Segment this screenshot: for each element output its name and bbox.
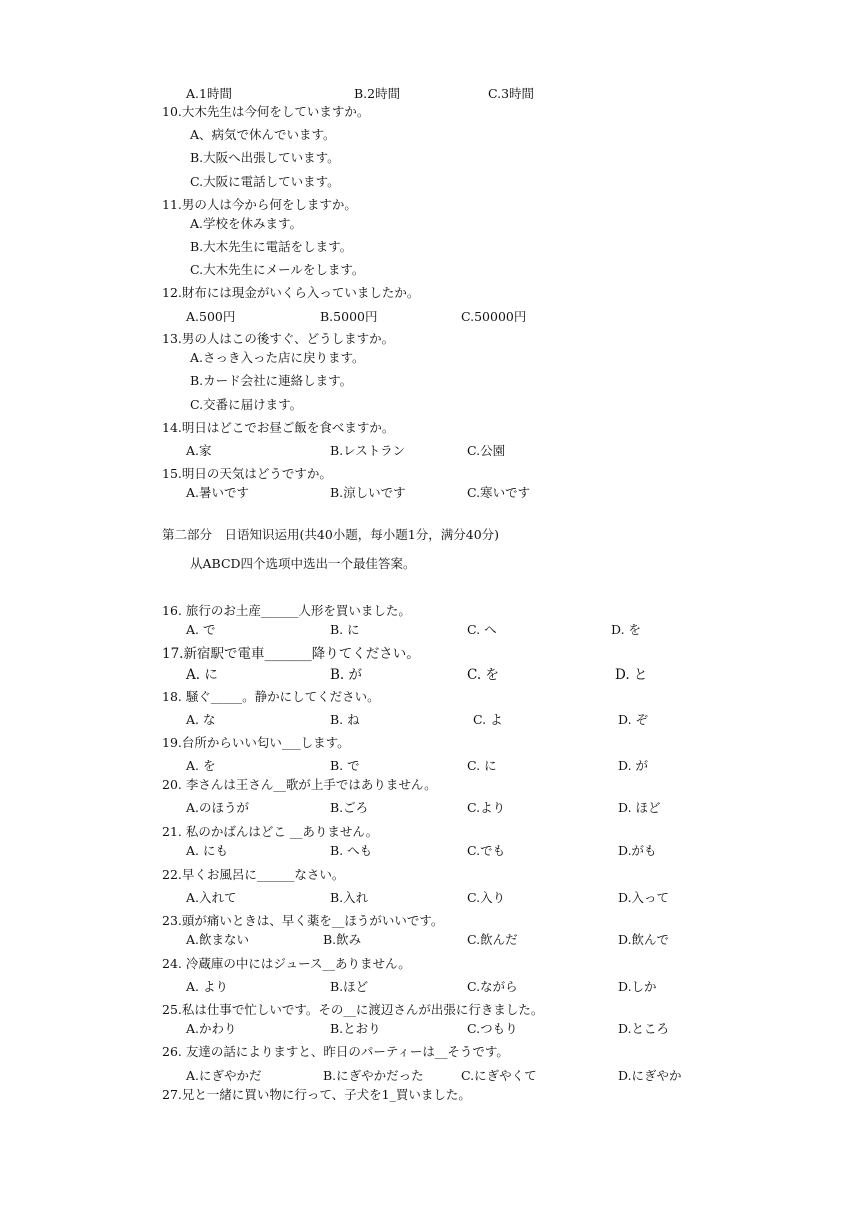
- q26-option-c: C.にぎやくて: [461, 1068, 537, 1083]
- q12-option-a: A.500円: [186, 309, 236, 324]
- q22-question: 22.早くお風呂に______なさい。: [162, 867, 345, 882]
- q21-question: 21. 私のかばんはどこ __ありません。: [162, 824, 379, 839]
- q17-option-c: C. を: [467, 667, 499, 683]
- q26-option-d: D.にぎやか: [618, 1068, 682, 1083]
- q24-option-a: A. より: [186, 979, 228, 994]
- q11-option-b: B.大木先生に電話をします。: [190, 239, 353, 254]
- q26-option-b: B.にぎやかだった: [323, 1068, 424, 1083]
- q15-option-a: A.暑いです: [186, 485, 250, 500]
- q12-question: 12.財布には現金がいくら入っていましたか。: [162, 285, 420, 300]
- q17-question: 17.新宿駅で電車_______降りてください。: [162, 646, 420, 662]
- q20-option-b: B.ごろ: [330, 800, 369, 815]
- q15-option-b: B.涼しいです: [330, 485, 406, 500]
- q15-option-c: C.寒いです: [467, 485, 531, 500]
- q18-question: 18. 騒ぐ_____。静かにしてください。: [162, 689, 380, 704]
- q15-question: 15.明日の天気はどうですか。: [162, 466, 332, 481]
- q18-option-c: C. よ: [473, 712, 503, 727]
- q23-question: 23.頭が痛いときは、早く薬を__ほうがいいです。: [162, 913, 444, 928]
- q9-option-a: A.1時間: [186, 86, 232, 101]
- section2-heading: 第二部分 日语知识运用(共40小题，每小题1分，满分40分): [162, 527, 500, 542]
- q24-question: 24. 冷蔵庫の中にはジュース__ありません。: [162, 956, 411, 971]
- q10-question: 10.大木先生は今何をしていますか。: [162, 104, 370, 119]
- q23-option-a: A.飲まない: [186, 932, 250, 947]
- q10-option-a: A、病気で休んでいます。: [190, 127, 336, 142]
- q23-option-d: D.飲んで: [618, 932, 670, 947]
- q25-question: 25.私は仕事で忙しいです。その__に渡辺さんが出張に行きました。: [162, 1002, 544, 1017]
- q22-option-d: D.入って: [618, 890, 670, 905]
- q18-option-d: D. ぞ: [618, 712, 649, 727]
- q16-question: 16. 旅行のお土産______人形を買いました。: [162, 603, 411, 618]
- q24-option-d: D.しか: [618, 979, 657, 994]
- q16-option-c: C. へ: [467, 622, 497, 637]
- q11-question: 11.男の人は今から何をしますか。: [162, 197, 357, 212]
- q11-option-c: C.大木先生にメールをします。: [190, 262, 365, 277]
- q26-option-a: A.にぎやかだ: [186, 1068, 262, 1083]
- q16-option-a: A. で: [186, 622, 216, 637]
- q25-option-b: B.とおり: [330, 1021, 381, 1036]
- q14-option-b: B.レストラン: [330, 443, 406, 458]
- q25-option-c: C.つもり: [467, 1021, 518, 1036]
- q13-option-a: A.さっき入った店に戻ります。: [190, 350, 365, 365]
- q25-option-d: D.ところ: [618, 1021, 670, 1036]
- q17-option-d: D. と: [615, 667, 648, 683]
- q13-option-c: C.交番に届けます。: [190, 397, 303, 412]
- q22-option-c: C.入り: [467, 890, 506, 905]
- q21-option-c: C.でも: [467, 843, 506, 858]
- q22-option-b: B.入れ: [330, 890, 369, 905]
- q21-option-d: D.がも: [618, 843, 657, 858]
- q12-option-b: B.5000円: [320, 309, 378, 324]
- q27-question: 27.兄と一緒に買い物に行って、子犬を1_買いました。: [162, 1087, 471, 1102]
- q23-option-b: B.飲み: [323, 932, 362, 947]
- q12-option-c: C.50000円: [461, 309, 527, 324]
- q16-option-d: D. を: [611, 622, 642, 637]
- q19-option-a: A. を: [186, 758, 216, 773]
- q14-option-a: A.家: [186, 443, 212, 458]
- q19-option-c: C. に: [467, 758, 497, 773]
- q22-option-a: A.入れて: [186, 890, 237, 905]
- q16-option-b: B. に: [330, 622, 360, 637]
- q20-question: 20. 李さんは王さん__歌が上手ではありません。: [162, 777, 437, 792]
- q20-option-d: D. ほど: [618, 800, 661, 815]
- q11-option-a: A.学校を休みます。: [190, 216, 303, 231]
- q25-option-a: A.かわり: [186, 1021, 237, 1036]
- q10-option-b: B.大阪へ出張しています。: [190, 150, 340, 165]
- q19-option-b: B. で: [330, 758, 360, 773]
- q14-option-c: C.公園: [467, 443, 506, 458]
- q20-option-c: C.より: [467, 800, 506, 815]
- q21-option-b: B. へも: [330, 843, 373, 858]
- q19-question: 19.台所からいい匂い___します。: [162, 735, 350, 750]
- q26-question: 26. 友達の話によりますと、昨日のパーティーは__そうです。: [162, 1044, 509, 1059]
- q18-option-b: B. ね: [330, 712, 360, 727]
- q19-option-d: D. が: [618, 758, 649, 773]
- q10-option-c: C.大阪に電話しています。: [190, 174, 340, 189]
- q14-question: 14.明日はどこでお昼ご飯を食べますか。: [162, 420, 395, 435]
- q13-option-b: B.カード会社に連絡します。: [190, 373, 353, 388]
- q13-question: 13.男の人はこの後すぐ、どうしますか。: [162, 331, 395, 346]
- q9-option-b: B.2時間: [354, 86, 401, 101]
- q9-option-c: C.3時間: [488, 86, 535, 101]
- q24-option-b: B.ほど: [330, 979, 369, 994]
- q17-option-a: A. に: [186, 667, 218, 683]
- q17-option-b: B. が: [330, 667, 363, 683]
- q21-option-a: A. にも: [186, 843, 228, 858]
- q23-option-c: C.飲んだ: [467, 932, 518, 947]
- q18-option-a: A. な: [186, 712, 216, 727]
- q24-option-c: C.ながら: [467, 979, 518, 994]
- q20-option-a: A.のほうが: [186, 800, 250, 815]
- section2-instruction: 从ABCD四个选项中选出一个最佳答案。: [190, 556, 416, 571]
